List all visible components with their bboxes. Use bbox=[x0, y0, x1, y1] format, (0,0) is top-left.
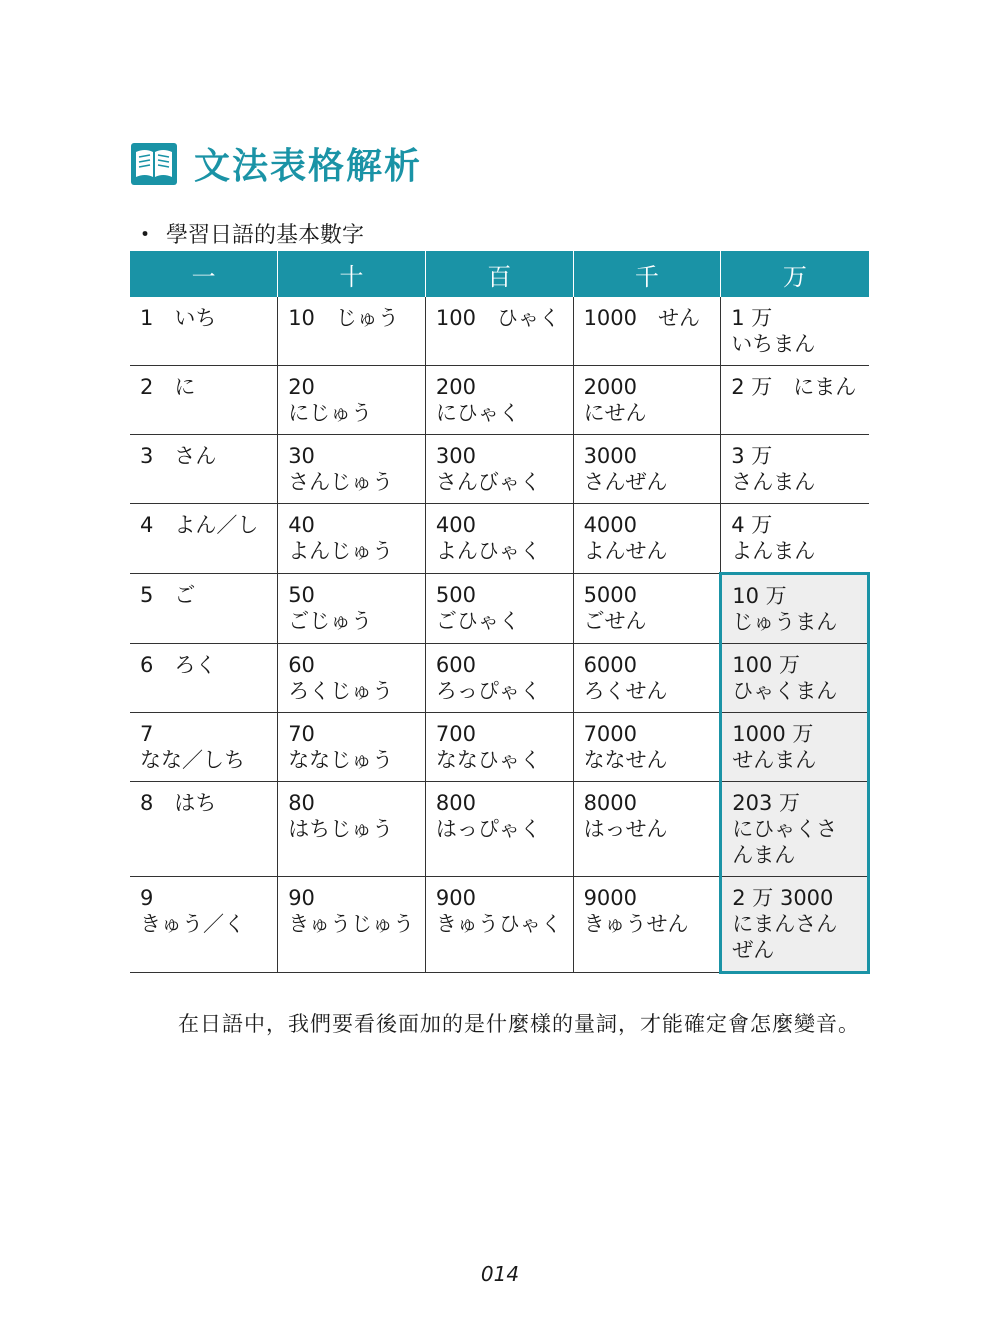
table-cell: 2 万 にまん bbox=[721, 366, 869, 435]
table-cell: 400 よんひゃく bbox=[425, 504, 573, 574]
table-cell: 90 きゅうじゅう bbox=[278, 877, 426, 973]
table-cell: 20 にじゅう bbox=[278, 366, 426, 435]
table-cell: 900 きゅうひゃく bbox=[425, 877, 573, 973]
table-cell: 5 ご bbox=[130, 574, 278, 644]
numbers-table bbox=[130, 251, 870, 974]
table-row bbox=[130, 504, 869, 574]
highlighted-cell: 100 万 ひゃくまん bbox=[721, 644, 869, 713]
header-thousands: 千 bbox=[573, 251, 721, 297]
table-row bbox=[130, 366, 869, 435]
subtitle bbox=[134, 218, 364, 249]
table-cell: 800 はっぴゃく bbox=[425, 782, 573, 877]
table-cell: 4000 よんせん bbox=[573, 504, 721, 574]
table-row bbox=[130, 435, 869, 504]
table-cell: 50 ごじゅう bbox=[278, 574, 426, 644]
table-cell: 40 よんじゅう bbox=[278, 504, 426, 574]
subtitle-text: 學習日語的基本數字 bbox=[166, 223, 365, 248]
table-cell: 1 万 いちまん bbox=[721, 297, 869, 366]
table-row bbox=[130, 644, 869, 713]
open-book-icon bbox=[130, 142, 178, 186]
table-cell: 8000 はっせん bbox=[573, 782, 721, 877]
header-ones: 一 bbox=[130, 251, 278, 297]
section-header bbox=[130, 138, 422, 189]
table-header-row bbox=[130, 251, 869, 297]
table-cell: 10 じゅう bbox=[278, 297, 426, 366]
table-cell: 700 ななひゃく bbox=[425, 713, 573, 782]
header-hundreds: 百 bbox=[425, 251, 573, 297]
table-row bbox=[130, 877, 869, 973]
table-cell: 6 ろく bbox=[130, 644, 278, 713]
table-cell: 6000 ろくせん bbox=[573, 644, 721, 713]
explanation-note: 在日語中，我們要看後面加的是什麼樣的量詞，才能確定會怎麼變音。 bbox=[178, 1012, 860, 1036]
table-cell: 9000 きゅうせん bbox=[573, 877, 721, 973]
table-cell: 8 はち bbox=[130, 782, 278, 877]
table-cell: 1000 せん bbox=[573, 297, 721, 366]
highlighted-cell: 203 万 にひゃくさ んまん bbox=[721, 782, 869, 877]
page-number: 014 bbox=[480, 1262, 520, 1286]
header-ten-thousands: 万 bbox=[721, 251, 869, 297]
table-cell: 3 さん bbox=[130, 435, 278, 504]
subtitle-bullet: ・ bbox=[134, 223, 157, 248]
table-cell: 1 いち bbox=[130, 297, 278, 366]
table-cell: 3 万 さんまん bbox=[721, 435, 869, 504]
table-cell: 200 にひゃく bbox=[425, 366, 573, 435]
highlighted-cell: 2 万 3000 にまんさん ぜん bbox=[721, 877, 869, 973]
highlighted-cell: 1000 万 せんまん bbox=[721, 713, 869, 782]
table-cell: 7000 ななせん bbox=[573, 713, 721, 782]
table-cell: 2000 にせん bbox=[573, 366, 721, 435]
table-cell: 60 ろくじゅう bbox=[278, 644, 426, 713]
section-title: 文法表格解析 bbox=[194, 146, 423, 187]
table-row bbox=[130, 574, 869, 644]
table-cell: 4 よん／し bbox=[130, 504, 278, 574]
table-cell: 300 さんびゃく bbox=[425, 435, 573, 504]
table-row bbox=[130, 297, 869, 366]
table-cell: 70 ななじゅう bbox=[278, 713, 426, 782]
table-cell: 500 ごひゃく bbox=[425, 574, 573, 644]
table-cell: 5000 ごせん bbox=[573, 574, 721, 644]
table-cell: 100 ひゃく bbox=[425, 297, 573, 366]
table-row bbox=[130, 713, 869, 782]
table-cell: 9 きゅう／く bbox=[130, 877, 278, 973]
highlighted-cell: 10 万 じゅうまん bbox=[721, 574, 869, 644]
header-tens: 十 bbox=[278, 251, 426, 297]
table-cell: 3000 さんぜん bbox=[573, 435, 721, 504]
table-row bbox=[130, 782, 869, 877]
table-cell: 2 に bbox=[130, 366, 278, 435]
table-cell: 600 ろっぴゃく bbox=[425, 644, 573, 713]
table-cell: 80 はちじゅう bbox=[278, 782, 426, 877]
table-cell: 4 万 よんまん bbox=[721, 504, 869, 574]
table-cell: 30 さんじゅう bbox=[278, 435, 426, 504]
table-cell: 7 なな／しち bbox=[130, 713, 278, 782]
